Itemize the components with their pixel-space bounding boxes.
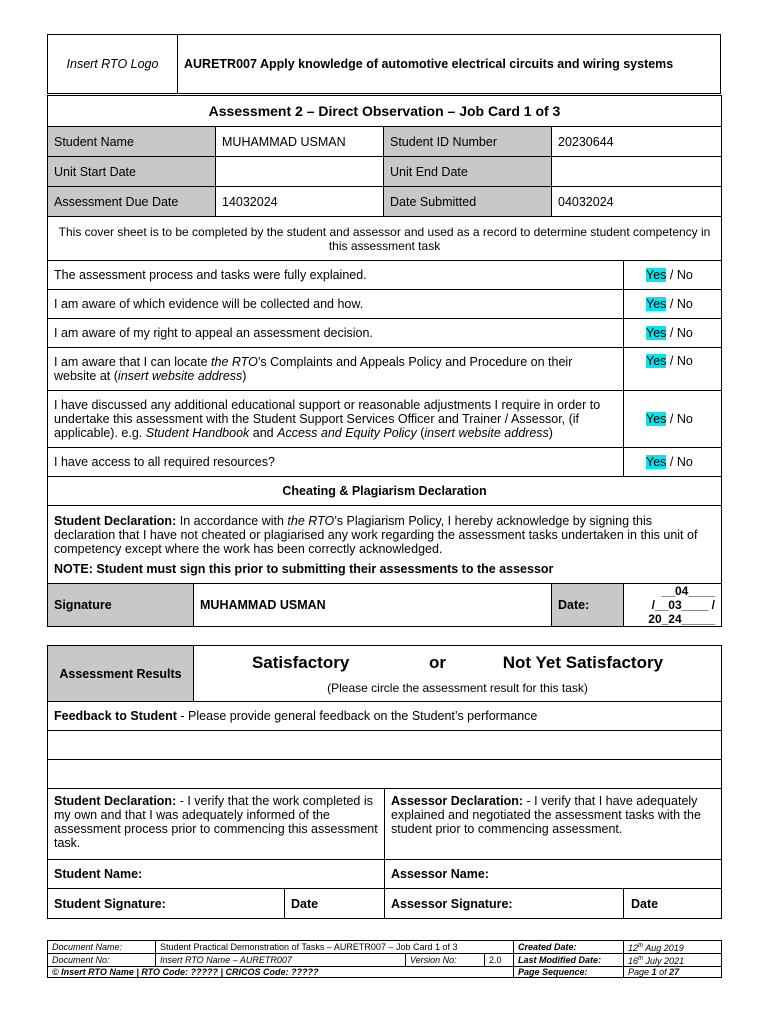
or-text: or — [429, 652, 447, 672]
plagiarism-note: NOTE: Student must sign this prior to submitting their assessments to the assessor — [54, 561, 554, 576]
signature-date[interactable]: __04____ /__03____ / 20_24_____ — [624, 584, 722, 627]
job-card-title: Assessment 2 – Direct Observation – Job Card 1 of 3 — [48, 96, 722, 127]
unit-start-label: Unit Start Date — [48, 157, 216, 187]
document-footer — [47, 940, 722, 978]
doc-name-label: Document Name: — [48, 941, 156, 954]
due-date-label: Assessment Due Date — [48, 187, 216, 217]
assessor-name-field[interactable]: Assessor Name: — [385, 860, 722, 889]
created-value: 12th Aug 2019 — [624, 941, 722, 954]
yes-no-toggle[interactable]: Yes / No — [624, 391, 722, 448]
yes-no-toggle[interactable]: Yes / No — [624, 261, 722, 290]
yes-no-toggle[interactable]: Yes / No — [624, 448, 722, 477]
plagiarism-declaration: Student Declaration: In accordance with the RTO’s Plagiarism Policy, I hereby acknowledge by signing this declaration that I have not cheated or plagiarised any work regarding the assessment tasks undertaken in this unit of competency except where the work has been correctly acknowledged. NOTE: Student must sign this prior to submitting their assessments to the assessor — [48, 506, 722, 584]
copyright: © Insert RTO Name | RTO Code: ????? | CRICOS Code: ????? — [48, 967, 514, 978]
doc-name-value: Student Practical Demonstration of Tasks – AURETR007 – Job Card 1 of 3 — [156, 941, 514, 954]
version-label: Version No: — [406, 954, 485, 967]
yes-no-toggle[interactable]: Yes / No — [624, 348, 722, 391]
modified-value: 16th July 2021 — [624, 954, 722, 967]
unit-end-label: Unit End Date — [384, 157, 552, 187]
modified-label: Last Modified Date: — [514, 954, 624, 967]
date-submitted-label: Date Submitted — [384, 187, 552, 217]
cover-note: This cover sheet is to be completed by the student and assessor and used as a record to determine student competency in this assessment task — [48, 217, 722, 261]
checklist-item: I am aware of which evidence will be collected and how. — [48, 290, 624, 319]
version-value: 2.0 — [485, 954, 514, 967]
feedback-heading: Feedback to Student - Please provide general feedback on the Student’s performance — [48, 702, 722, 731]
unit-start-value[interactable] — [216, 157, 384, 187]
due-date-value[interactable]: 14032024 — [216, 187, 384, 217]
student-name-field[interactable]: Student Name: — [48, 860, 385, 889]
checklist-item: I have access to all required resources? — [48, 448, 624, 477]
yes-no-toggle[interactable]: Yes / No — [624, 319, 722, 348]
checklist-item: I have discussed any additional educational support or reasonable adjustments I require in order to undertake this assessment with the Student Support Services Officer and Trainer / Assessor, (if applicable). e.g. Student Handbook and Access and Equity Policy (insert website address) — [48, 391, 624, 448]
header-table — [47, 34, 721, 94]
signature-value[interactable]: MUHAMMAD USMAN — [194, 584, 552, 627]
checklist-item: The assessment process and tasks were fully explained. — [48, 261, 624, 290]
page-sequence-value: Page 1 of 27 — [624, 967, 722, 978]
student-date-field[interactable]: Date — [285, 889, 385, 919]
satisfactory-option[interactable]: Satisfactory — [251, 652, 350, 672]
student-signature-field[interactable]: Student Signature: — [48, 889, 285, 919]
unit-end-value[interactable] — [552, 157, 722, 187]
checklist-item: I am aware of my right to appeal an assessment decision. — [48, 319, 624, 348]
signature-label: Signature — [48, 584, 194, 627]
rto-logo-placeholder: Insert RTO Logo — [48, 35, 178, 94]
results-options — [194, 646, 722, 702]
assessor-date-field: Date — [631, 896, 659, 911]
date-label: Date: — [552, 584, 624, 627]
student-name-value[interactable]: MUHAMMAD USMAN — [216, 127, 384, 157]
created-label: Created Date: — [514, 941, 624, 954]
student-id-label: Student ID Number — [384, 127, 552, 157]
results-label: Assessment Results — [48, 646, 194, 702]
results-table — [47, 645, 722, 919]
plagiarism-title: Cheating & Plagiarism Declaration — [48, 477, 722, 506]
assessor-signature-field[interactable]: Assessor Signature: Date — [385, 889, 722, 919]
student-declaration: Student Declaration: - I verify that the work completed is my own and that I was adequately informed of the assessment process prior to commencing this assessment task. — [48, 789, 385, 860]
feedback-line[interactable] — [48, 760, 722, 789]
doc-no-value: Insert RTO Name – AURETR007 — [156, 954, 406, 967]
date-submitted-value[interactable]: 04032024 — [552, 187, 722, 217]
student-name-label: Student Name — [48, 127, 216, 157]
page-sequence-label: Page Sequence: — [514, 967, 624, 978]
assessor-declaration: Assessor Declaration: - I verify that I have adequately explained and negotiated the assessment tasks with the student prior to commencing assessment. — [385, 789, 722, 860]
doc-no-label: Document No: — [48, 954, 156, 967]
feedback-line[interactable] — [48, 731, 722, 760]
student-id-value[interactable]: 20230644 — [552, 127, 722, 157]
checklist-item: I am aware that I can locate the RTO’s Complaints and Appeals Policy and Procedure on their website at (insert website address) — [48, 348, 624, 391]
yes-no-toggle[interactable]: Yes / No — [624, 290, 722, 319]
unit-title: AURETR007 Apply knowledge of automotive electrical circuits and wiring systems — [178, 35, 721, 94]
not-satisfactory-option[interactable]: Not Yet Satisfactory — [502, 652, 664, 672]
cover-sheet-table — [47, 95, 722, 627]
results-instruction: (Please circle the assessment result for this task) — [327, 680, 588, 695]
